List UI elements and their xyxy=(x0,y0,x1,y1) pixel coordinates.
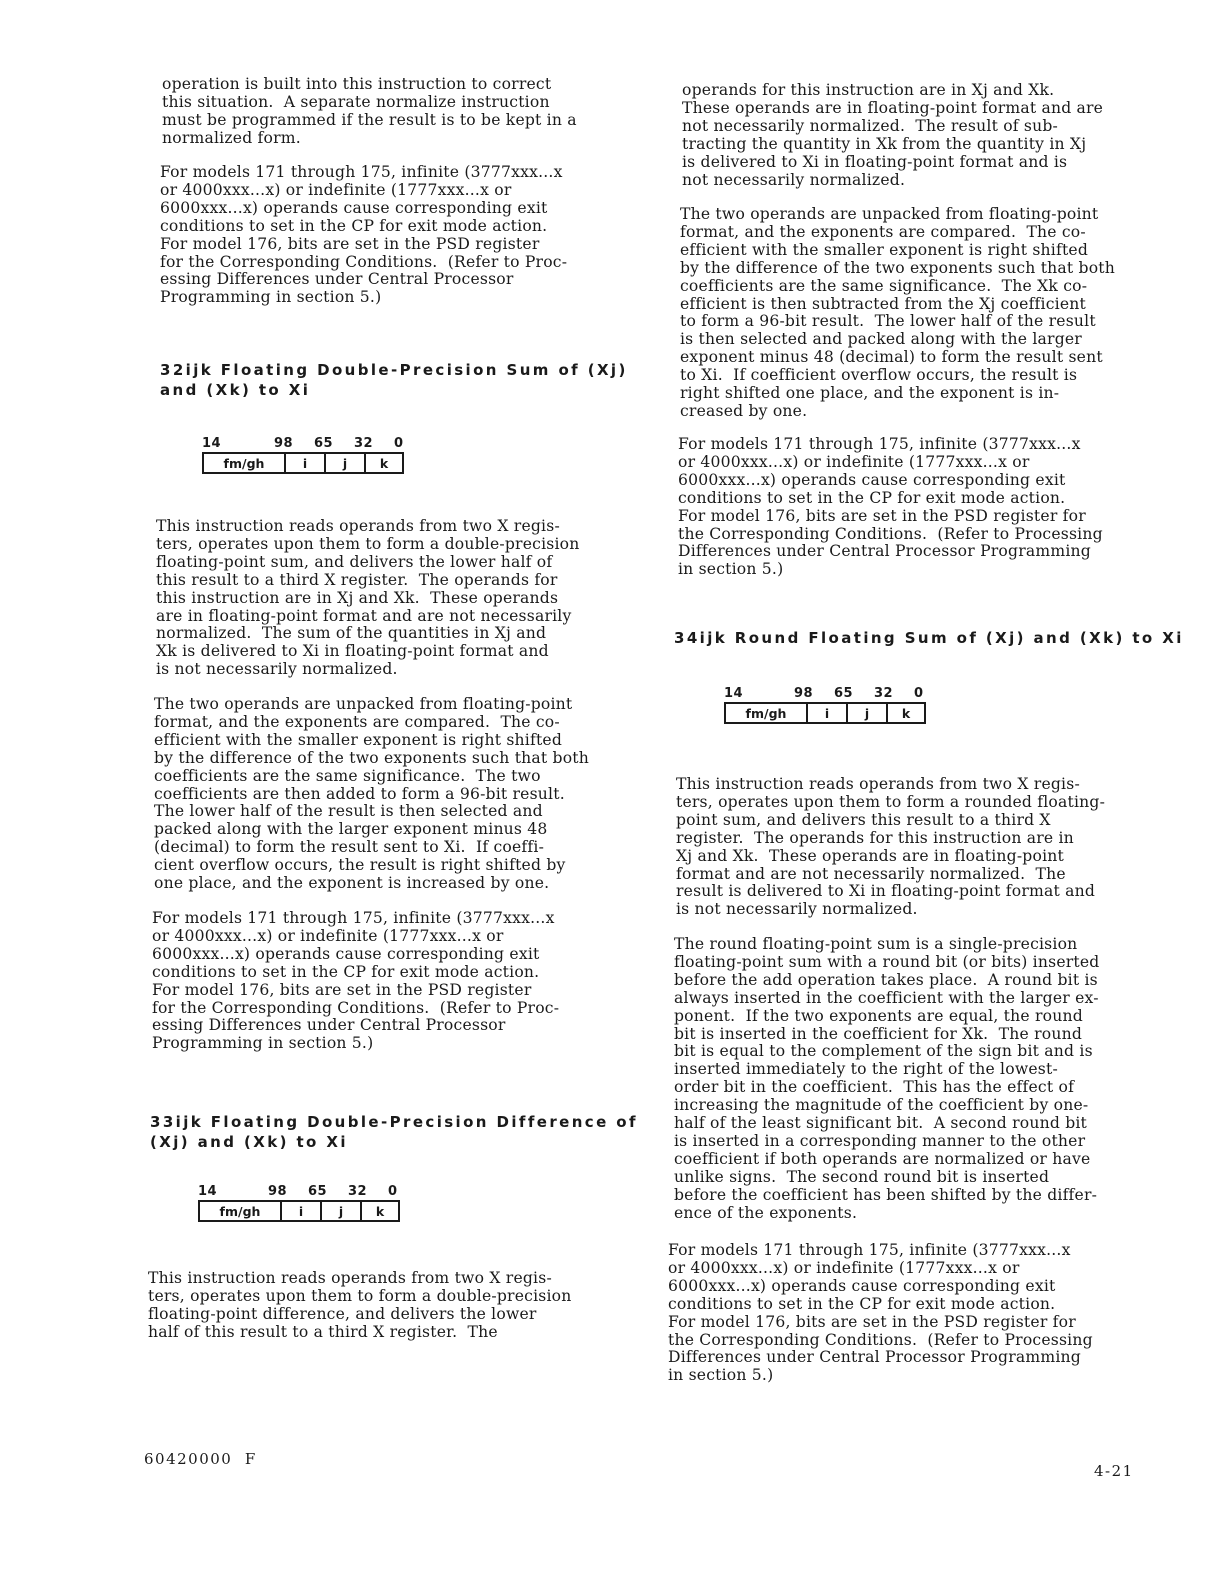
bit-label: 65 xyxy=(308,1184,328,1199)
paragraph-32-description: This instruction reads operands from two X regis- ters, operates upon them to form a double-precision floating-point sum, and delivers the lower half of this result to a third X register. The operands for this instruction are in Xj and Xk. These operands are in floating-point format and are not necessarily normalized. The sum of the quantities in Xj and Xk is delivered to Xi in floating-point format and is not necessarily normalized. xyxy=(156,517,580,679)
field-k: k xyxy=(360,1202,398,1220)
bit-label: 0 xyxy=(914,686,924,701)
bit-label: 98 xyxy=(268,1184,288,1199)
field-j: j xyxy=(846,704,886,722)
field-i: i xyxy=(284,454,324,472)
paragraph-34-models-note: For models 171 through 175, infinite (3777xxx...x or 4000xxx...x) or indefinite (1777xxx...x or 6000xxx...x) operands cause corresponding exit conditions to set in the CP for exit mode action. For model 176, bits are set in the PSD register for the Corresponding Conditions. (Refer to Processing Differences under Central Processor Programming in section 5.) xyxy=(668,1241,1093,1385)
bit-label: 32 xyxy=(874,686,894,701)
field-fm-gh: fm/gh xyxy=(223,455,265,471)
field-j: j xyxy=(324,454,364,472)
bit-label: 65 xyxy=(834,686,854,701)
heading-33ijk: 33ijk Floating Double-Precision Difference of (Xj) and (Xk) to Xi xyxy=(150,1113,638,1151)
field-j: j xyxy=(320,1202,360,1220)
bit-position-labels xyxy=(724,686,924,702)
field-i: i xyxy=(806,704,846,722)
heading-34ijk: 34ijk Round Floating Sum of (Xj) and (Xk) to Xi xyxy=(674,629,1184,647)
paragraph-33-description: This instruction reads operands from two X regis- ters, operates upon them to form a double-precision floating-point difference, and delivers the lower half of this result to a third X register. The xyxy=(148,1269,572,1341)
bit-label: 98 xyxy=(794,686,814,701)
format-box xyxy=(202,452,404,474)
bit-label: 65 xyxy=(314,436,334,451)
paragraph-33-models-note: For models 171 through 175, infinite (3777xxx...x or 4000xxx...x) or indefinite (1777xxx...x or 6000xxx...x) operands cause corresponding exit conditions to set in the CP for exit mode action. For model 176, bits are set in the PSD register for the Corresponding Conditions. (Refer to Processing Differences under Central Processor Programming in section 5.) xyxy=(678,435,1103,579)
format-box xyxy=(724,702,926,724)
bit-label: 32 xyxy=(354,436,374,451)
paragraph-intro: operation is built into this instruction to correct this situation. A separate normalize instruction must be programmed if the result is to be kept in a normalized form. xyxy=(162,75,577,147)
field-i: i xyxy=(280,1202,320,1220)
bit-label: 0 xyxy=(394,436,404,451)
bit-position-labels xyxy=(198,1184,398,1200)
bit-label: 0 xyxy=(388,1184,398,1199)
bit-label: 32 xyxy=(348,1184,368,1199)
bit-position-labels xyxy=(202,436,404,452)
heading-32ijk: 32ijk Floating Double-Precision Sum of (Xj) and (Xk) to Xi xyxy=(160,361,628,399)
bit-label: 14 xyxy=(202,436,222,451)
paragraph-32-unpacking: The two operands are unpacked from floating-point format, and the exponents are compared. The co- efficient with the smaller exponent is right shifted by the difference of the two exponents such that both coefficients are the same significance. The two coefficients are then added to form a 96-bit result. The lower half of the result is then selected and packed along with the larger exponent minus 48 (decimal) to form the result sent to Xi. If coeffi- cient overflow occurs, the result is right shifted by one place, and the exponent is increased by one. xyxy=(154,695,590,893)
field-k: k xyxy=(364,454,402,472)
page-number: 4-21 xyxy=(1094,1462,1134,1480)
paragraph-models-note-1: For models 171 through 175, infinite (3777xxx...x or 4000xxx...x) or indefinite (1777xxx...x or 6000xxx...x) operands cause corresponding exit conditions to set in the CP for exit mode action. For model 176, bits are set in the PSD register for the Corresponding Conditions. (Refer to Proc- essing Differences under Central Processor Programming in section 5.) xyxy=(160,163,568,307)
paragraph-33-unpacking: The two operands are unpacked from floating-point format, and the exponents are compared. The co- efficient with the smaller exponent is right shifted by the difference of the two exponents such that both coefficients are the same significance. The Xk co- efficient is then subtracted from the Xj coefficient to form a 96-bit result. The lower half of the result is then selected and packed along with the larger exponent minus 48 (decimal) to form the result sent to Xi. If coefficient overflow occurs, the result is right shifted one place, and the exponent is in- creased by one. xyxy=(680,205,1116,420)
paragraph-34-description: This instruction reads operands from two X regis- ters, operates upon them to form a rounded floating- point sum, and delivers this result to a third X register. The operands for this instruction are in Xj and Xk. These operands are in floating-point format and are not necessarily normalized. The result is delivered to Xi in floating-point format and is not necessarily normalized. xyxy=(676,775,1106,919)
bit-label: 98 xyxy=(274,436,294,451)
field-k: k xyxy=(886,704,924,722)
document-number: 60420000 F xyxy=(144,1450,257,1468)
bit-label: 14 xyxy=(724,686,744,701)
field-fm-gh: fm/gh xyxy=(745,705,787,721)
format-box xyxy=(198,1200,400,1222)
paragraph-34-round-bit: The round floating-point sum is a single-precision floating-point sum with a round bit (or bits) inserted before the add operation takes place. A round bit is always inserted in the coefficient with the larger ex- ponent. If the two exponents are equal, the round bit is inserted in the coefficient for Xk. The round bit is equal to the complement of the sign bit and is inserted immediately to the right of the lowest- order bit in the coefficient. This has the effect of increasing the magnitude of the coefficient by one- half of the least significant bit. A second round bit is inserted in a corresponding manner to the other coefficient if both operands are normalized or have unlike signs. The second round bit is inserted before the coefficient has been shifted by the differ- ence of the exponents. xyxy=(674,935,1100,1222)
field-fm-gh: fm/gh xyxy=(219,1203,261,1219)
paragraph-32-models-note: For models 171 through 175, infinite (3777xxx...x or 4000xxx...x) or indefinite (1777xxx...x or 6000xxx...x) operands cause corresponding exit conditions to set in the CP for exit mode action. For model 176, bits are set in the PSD register for the Corresponding Conditions. (Refer to Proc- essing Differences under Central Processor Programming in section 5.) xyxy=(152,909,560,1053)
bit-label: 14 xyxy=(198,1184,218,1199)
paragraph-33-operands: operands for this instruction are in Xj and Xk. These operands are in floating-point format and are not necessarily normalized. The result of sub- tracting the quantity in Xk from the quantity in Xj is delivered to Xi in floating-point format and is not necessarily normalized. xyxy=(682,81,1104,189)
